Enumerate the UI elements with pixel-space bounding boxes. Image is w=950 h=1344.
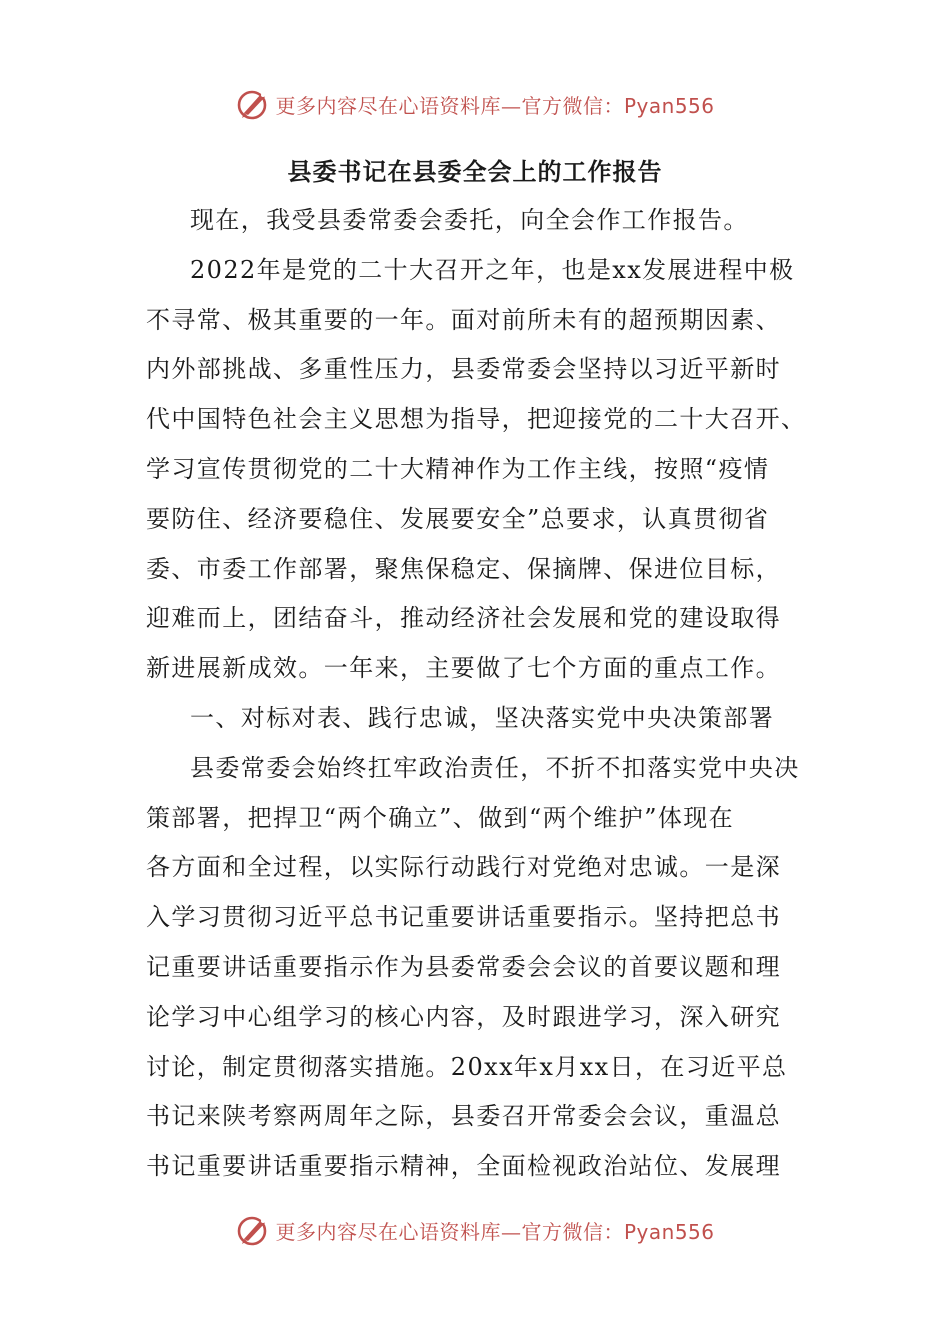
watermark-text: 更多内容尽在心语资料库—官方微信：Pyan556 — [275, 93, 715, 118]
paragraph-line: 委、市委工作部署，聚焦保稳定、保摘牌、保进位目标， — [146, 554, 781, 583]
section-heading: 一、对标对表、践行忠诚，坚决落实党中央决策部署 — [190, 703, 775, 732]
paragraph-line: 不寻常、极其重要的一年。面对前所未有的超预期因素、 — [146, 305, 781, 334]
document-title: 县委书记在县委全会上的工作报告 — [287, 158, 663, 186]
paragraph-line: 2022年是党的二十大召开之年，也是xx发展进程中极 — [190, 255, 795, 284]
paragraph-line: 书记重要讲话重要指示精神，全面检视政治站位、发展理 — [146, 1152, 781, 1181]
paragraph-line: 讨论，制定贯彻落实措施。20xx年x月xx日，在习近平总 — [146, 1052, 788, 1081]
paragraph-line: 学习宣传贯彻党的二十大精神作为工作主线，按照“疫情 — [146, 454, 770, 483]
header-watermark-banner — [0, 84, 950, 124]
paragraph-line: 记重要讲话重要指示作为县委常委会会议的首要议题和理 — [146, 952, 781, 981]
paragraph-line: 策部署，把捍卫“两个确立”、做到“两个维护”体现在 — [146, 803, 735, 832]
paragraph-line: 县委常委会始终扛牢政治责任，不折不扣落实党中央决 — [190, 753, 800, 782]
pen-logo-icon — [235, 86, 271, 122]
paragraph-line: 内外部挑战、多重性压力，县委常委会坚持以习近平新时 — [146, 355, 781, 384]
document-body — [146, 196, 806, 1192]
paragraph-line: 现在，我受县委常委会委托，向全会作工作报告。 — [190, 206, 749, 234]
paragraph-line: 论学习中心组学习的核心内容，及时跟进学习，深入研究 — [146, 1002, 781, 1031]
paragraph-line: 要防住、经济要稳住、发展要安全”总要求，认真贯彻省 — [146, 504, 770, 533]
paragraph-line: 代中国特色社会主义思想为指导，把迎接党的二十大召开、 — [146, 405, 807, 434]
paragraph-line: 各方面和全过程，以实际行动践行对党绝对忠诚。一是深 — [146, 853, 781, 882]
footer-watermark-banner — [0, 1210, 950, 1250]
paragraph-line: 迎难而上，团结奋斗，推动经济社会发展和党的建设取得 — [146, 604, 781, 633]
paragraph-line: 书记来陕考察两周年之际，县委召开常委会会议，重温总 — [146, 1102, 781, 1131]
watermark-text: 更多内容尽在心语资料库—官方微信：Pyan556 — [275, 1219, 715, 1244]
paragraph-line: 入学习贯彻习近平总书记重要讲话重要指示。坚持把总书 — [146, 903, 781, 932]
paragraph-line: 新进展新成效。一年来，主要做了七个方面的重点工作。 — [146, 654, 781, 683]
pen-logo-icon — [235, 1212, 271, 1248]
